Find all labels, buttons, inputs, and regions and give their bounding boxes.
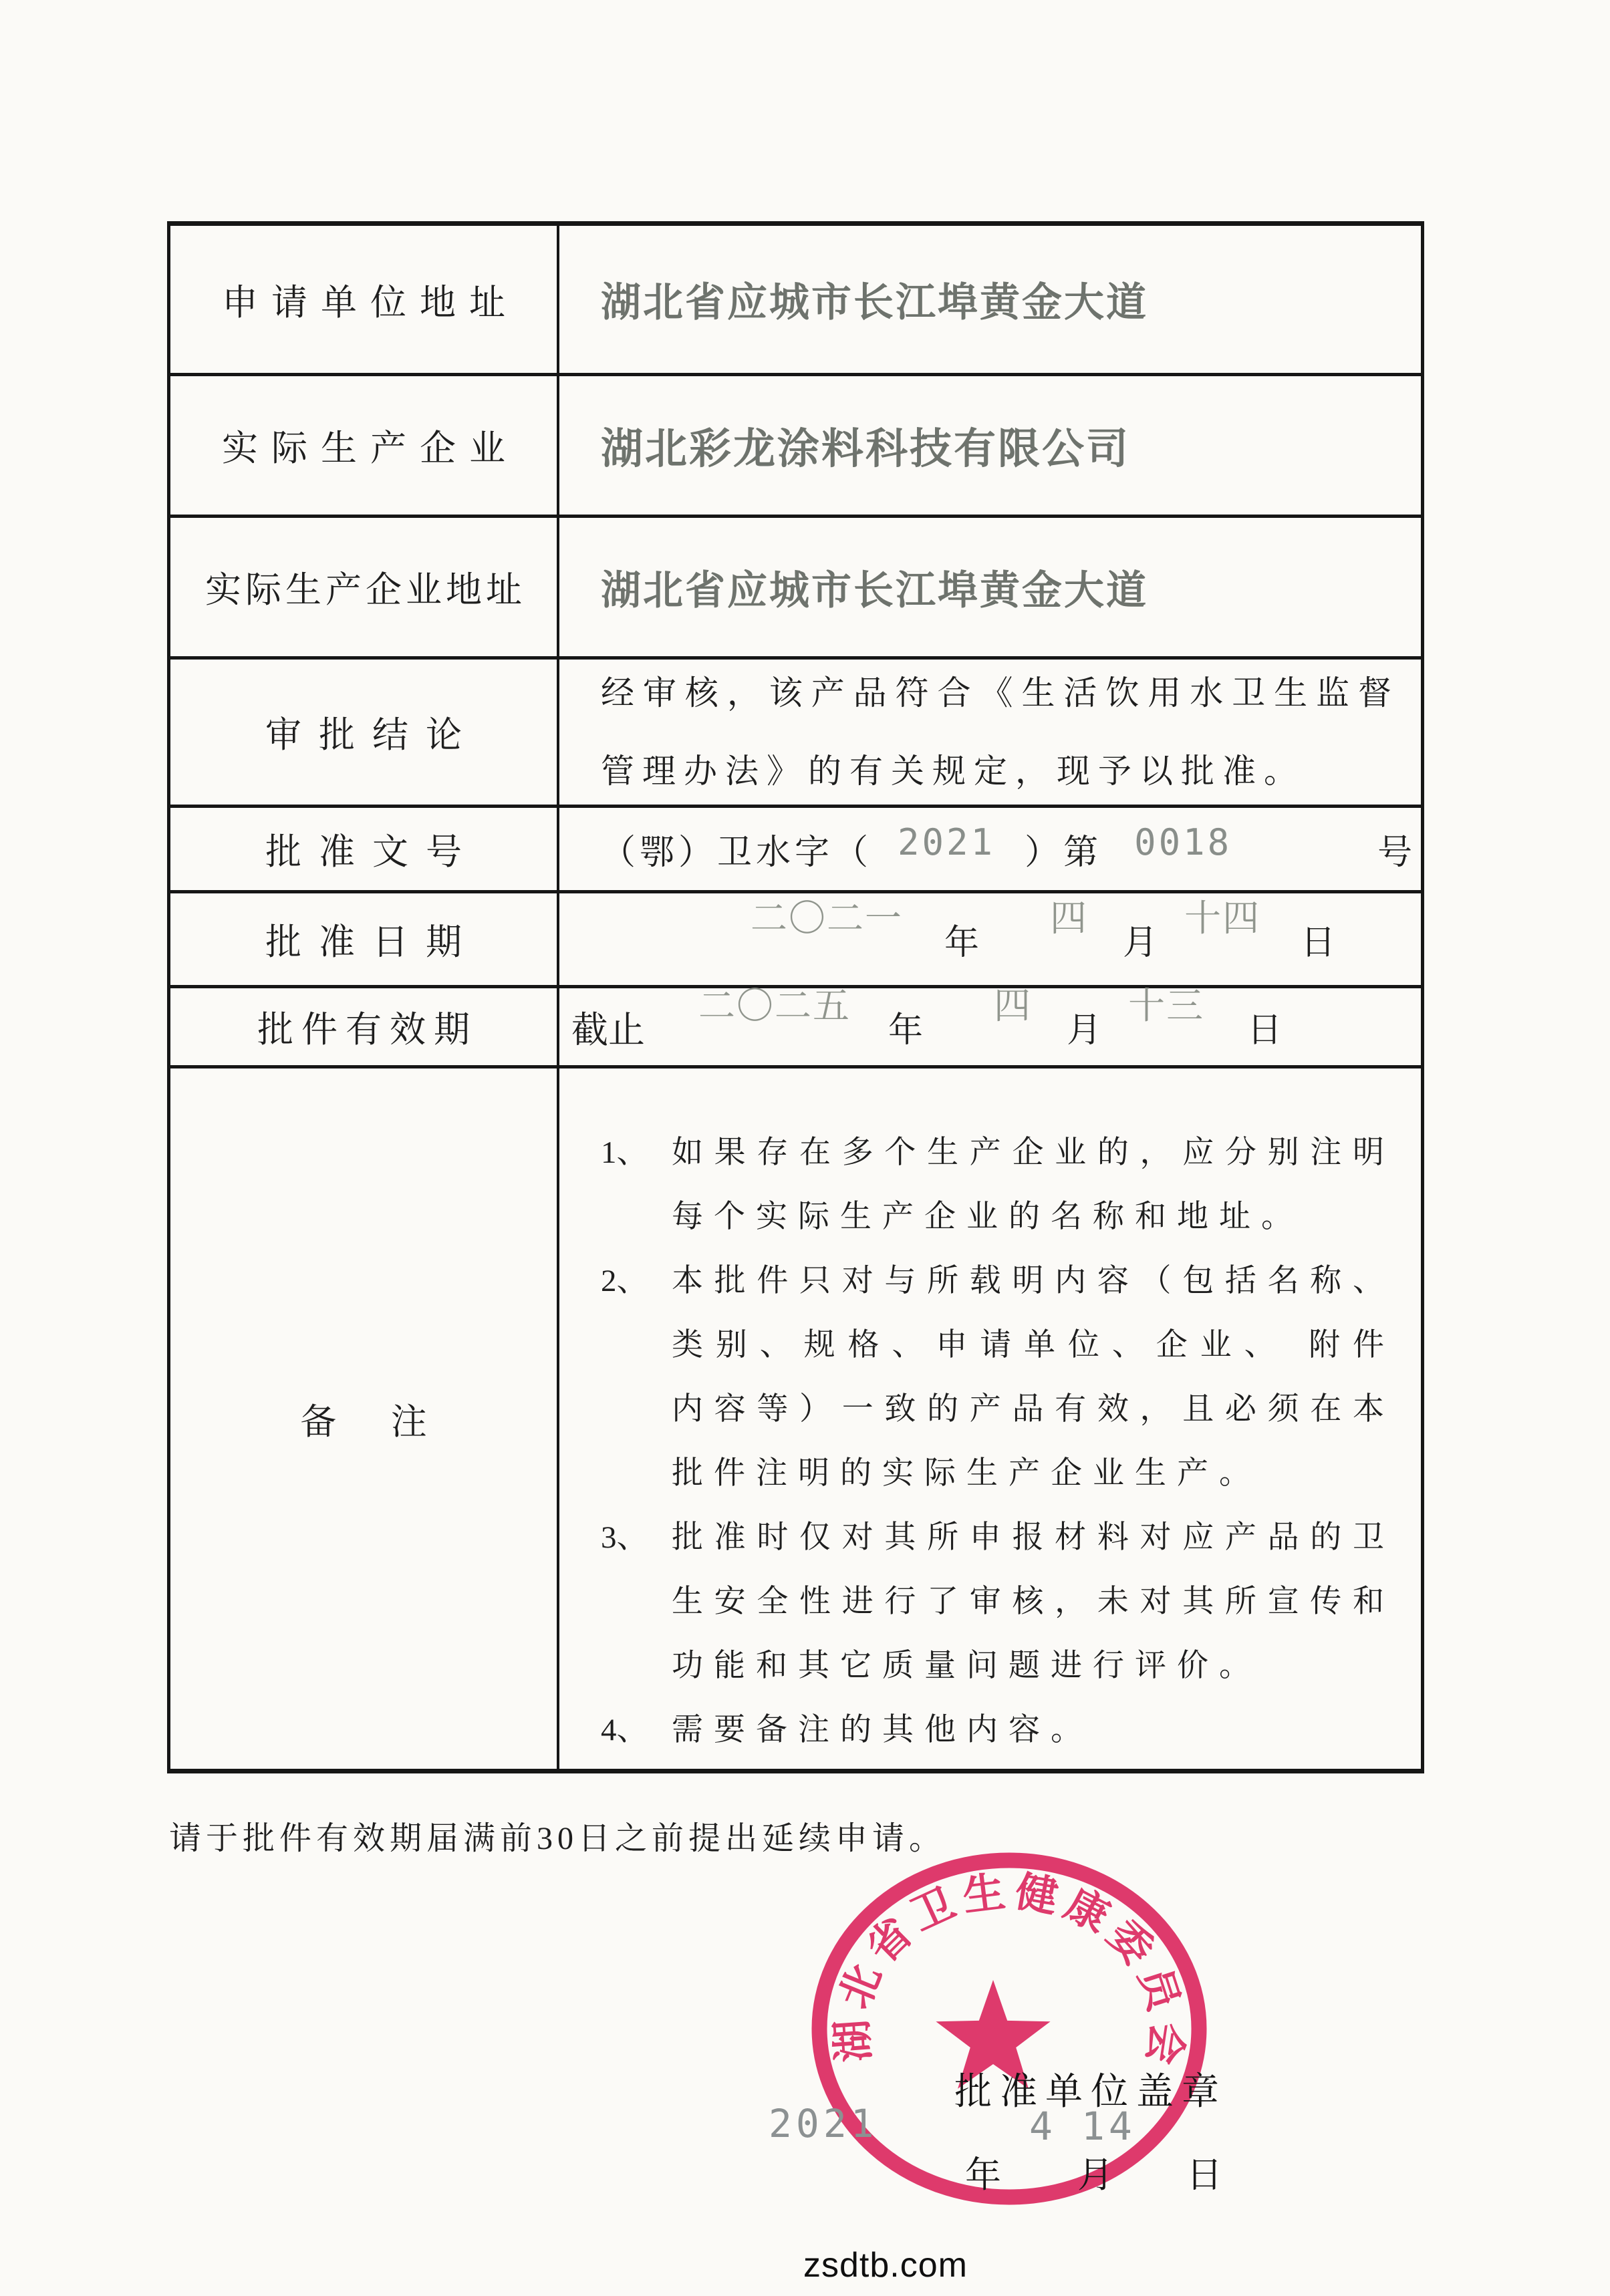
row-value-manufacturer-address (559, 518, 1421, 656)
approval-date-day-value: 十四 (1184, 898, 1261, 939)
remark-number: 4、 (601, 1713, 648, 1747)
validity-month-unit: 月 (1067, 1012, 1102, 1050)
validity-year-unit: 年 (888, 1012, 924, 1050)
row-label-approval-number: 批准文号 (170, 808, 559, 890)
row-value-validity (559, 988, 1421, 1065)
row-value-applicant-address (559, 226, 1421, 373)
table-row (170, 226, 1421, 373)
year-unit-label: 年 (965, 2155, 1001, 2195)
day-unit-label: 日 (1186, 2155, 1222, 2195)
site-watermark: zsdtb.com (803, 2246, 968, 2285)
row-label-validity: 批件有效期 (170, 988, 559, 1065)
approval-date-line (601, 898, 1421, 966)
approval-number-year: 2021 (898, 821, 996, 863)
month-unit-label: 月 (1077, 2155, 1113, 2195)
stamped-year: 2021 (769, 2101, 878, 2146)
row-label-manufacturer: 实际生产企业 (170, 376, 559, 515)
row-value-approval-conclusion (559, 660, 1421, 805)
manufacturer-address-value: 湖北省应城市长江埠黄金大道 (601, 567, 1148, 614)
approval-date-month-unit: 月 (1123, 924, 1158, 962)
approval-conclusion-text: 经审核，该产品符合《生活饮用水卫生监督管理办法》的有关规定，现予以批准。 (601, 674, 1399, 790)
manufacturer-value: 湖北彩龙涂料科技有限公司 (601, 424, 1130, 473)
table-row (170, 656, 1421, 805)
table-row (170, 805, 1421, 890)
remark-number: 1、 (601, 1135, 648, 1170)
row-label-applicant-address: 申请单位地址 (170, 226, 559, 373)
row-label-remarks: 备 注 (170, 1068, 559, 1769)
row-label-approval-date: 批准日期 (170, 893, 559, 985)
row-label-manufacturer-address: 实际生产企业地址 (170, 518, 559, 656)
validity-day-unit: 日 (1247, 1012, 1283, 1050)
approval-date-year-unit: 年 (944, 924, 980, 962)
validity-month-value: 四 (994, 986, 1033, 1026)
validity-date-line (571, 986, 1421, 1053)
table-row (170, 985, 1421, 1065)
remark-item (601, 1505, 1421, 1698)
approval-number-suffix: 号 (1377, 834, 1417, 872)
row-value-approval-number (559, 808, 1421, 890)
approval-number-line (601, 821, 1417, 874)
approval-number-serial: 0018 (1134, 821, 1232, 863)
approval-number-middle: ）第 (1025, 834, 1103, 872)
remark-item (601, 1121, 1421, 1249)
table-row (170, 515, 1421, 656)
approval-date-day-unit: 日 (1301, 924, 1336, 962)
remark-number: 2、 (601, 1264, 648, 1298)
approval-date-month-value: 四 (1050, 898, 1089, 939)
stamped-day: 14 (1081, 2104, 1136, 2149)
approval-info-table (167, 221, 1424, 1773)
stamped-month: 4 (1029, 2104, 1057, 2149)
validity-prefix: 截止 (571, 1010, 646, 1050)
remark-item (601, 1249, 1421, 1505)
validity-day-value: 十三 (1128, 986, 1205, 1026)
row-value-manufacturer (559, 376, 1421, 515)
approval-number-prefix: （鄂）卫水字（ (601, 834, 873, 872)
table-row (170, 1065, 1421, 1769)
seal-organization-name: 湖北省卫生健康委员会 (827, 1868, 1192, 2075)
validity-year-value: 二〇二五 (698, 986, 851, 1026)
seal-caption: 批准单位盖章 (954, 2071, 1227, 2113)
remark-text: 本批件只对与所载明内容（包括名称、类别、规格、申请单位、企业、 附件内容等）一致的产品有效，且必须在本批件注明的实际生产企业生产。 (672, 1264, 1395, 1491)
remark-text: 需要备注的其他内容。 (672, 1713, 1093, 1747)
approval-date-year-value: 二〇二一 (751, 898, 904, 939)
row-value-approval-date (559, 893, 1421, 985)
applicant-address-value: 湖北省应城市长江埠黄金大道 (601, 279, 1148, 326)
renewal-reminder-note: 请于批件有效期届满前30日之前提出延续申请。 (169, 1821, 946, 1856)
table-row (170, 890, 1421, 985)
row-label-approval-conclusion: 审批结论 (170, 660, 559, 805)
table-row (170, 373, 1421, 515)
remark-number: 3、 (601, 1520, 648, 1555)
official-red-seal (810, 1851, 1208, 2206)
remark-item (601, 1698, 1421, 1762)
remark-text: 如果存在多个生产企业的，应分别注明每个实际生产企业的名称和地址。 (672, 1135, 1395, 1234)
row-value-remarks (559, 1068, 1421, 1769)
remark-text: 批准时仅对其所申报材料对应产品的卫生安全性进行了审核，未对其所宣传和功能和其它质量问题进行评价。 (672, 1520, 1395, 1683)
